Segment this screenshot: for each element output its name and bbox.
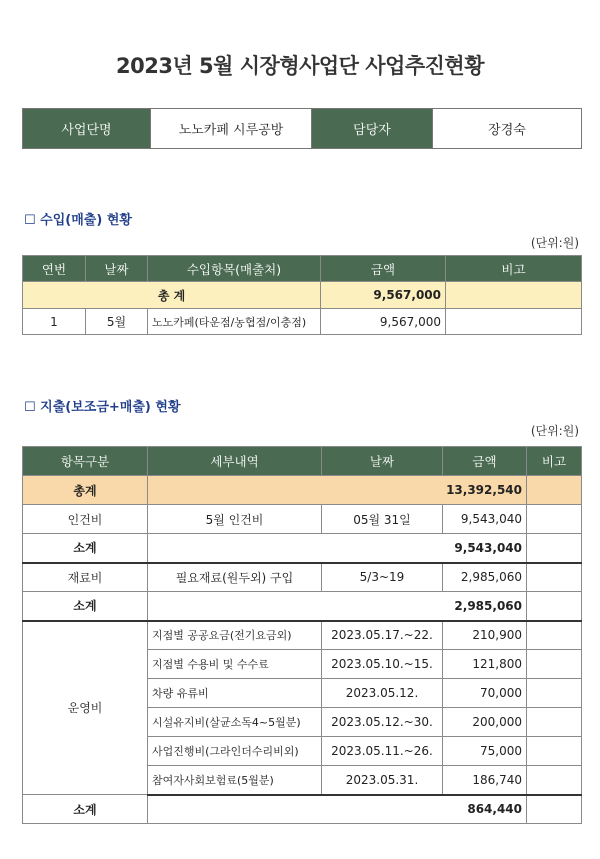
material-subtotal: 2,985,060 <box>148 592 527 621</box>
income-row-note <box>446 309 582 335</box>
labor-note <box>527 505 582 534</box>
operation-subtotal-label: 소계 <box>23 795 148 824</box>
labor-subtotal-row <box>23 534 582 563</box>
expense-col-date: 날짜 <box>322 447 443 476</box>
expense-section-title: ☐ 지출(보조금+매출) 현황 <box>24 400 181 415</box>
business-name-value: 노노카페 시루공방 <box>151 109 312 149</box>
manager-value: 장경숙 <box>433 109 582 149</box>
material-date: 5/3~19 <box>322 563 443 592</box>
material-subtotal-note <box>527 592 582 621</box>
income-total-note <box>446 282 582 309</box>
operation-note <box>527 766 582 795</box>
page-title: 2023년 5월 시장형사업단 사업추진현황 <box>116 54 484 78</box>
operation-date: 2023.05.11.~26. <box>322 737 443 766</box>
operation-note <box>527 737 582 766</box>
operation-date: 2023.05.31. <box>322 766 443 795</box>
operation-subtotal-note <box>527 795 582 824</box>
income-col-item: 수입항목(매출처) <box>148 256 321 282</box>
labor-subtotal: 9,543,040 <box>148 534 527 563</box>
operation-detail: 사업진행비(그라인더수리비외) <box>148 737 322 766</box>
expense-header-row <box>23 447 582 476</box>
expense-table <box>22 446 582 824</box>
operation-note <box>527 708 582 737</box>
labor-subtotal-label: 소계 <box>23 534 148 563</box>
income-total-label: 총 계 <box>23 282 321 309</box>
table-row <box>23 563 582 592</box>
income-col-amount: 금액 <box>321 256 446 282</box>
income-col-no: 연번 <box>23 256 86 282</box>
operation-note <box>527 650 582 679</box>
labor-amount: 9,543,040 <box>443 505 527 534</box>
labor-detail: 5월 인건비 <box>148 505 322 534</box>
operation-subtotal-row <box>23 795 582 824</box>
material-note <box>527 563 582 592</box>
operation-detail: 시설유지비(살균소독4~5월분) <box>148 708 322 737</box>
operation-date: 2023.05.10.~15. <box>322 650 443 679</box>
income-total-amount: 9,567,000 <box>321 282 446 309</box>
operation-subtotal: 864,440 <box>148 795 527 824</box>
income-row-item: 노노카페(타운점/농협점/이충점) <box>148 309 321 335</box>
expense-total-note <box>527 476 582 505</box>
operation-amount: 75,000 <box>443 737 527 766</box>
operation-amount: 186,740 <box>443 766 527 795</box>
business-name-label: 사업단명 <box>23 109 151 149</box>
expense-total-label: 총계 <box>23 476 148 505</box>
expense-col-category: 항목구분 <box>23 447 148 476</box>
table-row <box>23 505 582 534</box>
operation-amount: 121,800 <box>443 650 527 679</box>
expense-col-amount: 금액 <box>443 447 527 476</box>
operation-amount: 210,900 <box>443 621 527 650</box>
material-detail: 필요재료(원두외) 구입 <box>148 563 322 592</box>
income-table <box>22 255 582 335</box>
operation-amount: 200,000 <box>443 708 527 737</box>
material-subtotal-label: 소계 <box>23 592 148 621</box>
expense-col-detail: 세부내역 <box>148 447 322 476</box>
material-subtotal-row <box>23 592 582 621</box>
table-row <box>23 621 582 650</box>
table-row <box>23 309 582 335</box>
income-row-date: 5월 <box>86 309 148 335</box>
manager-label: 담당자 <box>312 109 433 149</box>
income-col-note: 비고 <box>446 256 582 282</box>
operation-detail: 참여자사회보험료(5월분) <box>148 766 322 795</box>
income-unit: (단위:원) <box>530 236 579 250</box>
operation-detail: 차량 유류비 <box>148 679 322 708</box>
material-category: 재료비 <box>23 563 148 592</box>
expense-col-note: 비고 <box>527 447 582 476</box>
operation-note <box>527 621 582 650</box>
operation-category: 운영비 <box>23 621 148 795</box>
operation-note <box>527 679 582 708</box>
income-row-no: 1 <box>23 309 86 335</box>
operation-date: 2023.05.12. <box>322 679 443 708</box>
expense-total-row <box>23 476 582 505</box>
income-section-title: ☐ 수입(매출) 현황 <box>24 213 132 228</box>
expense-total-amount: 13,392,540 <box>148 476 527 505</box>
material-amount: 2,985,060 <box>443 563 527 592</box>
operation-date: 2023.05.12.~30. <box>322 708 443 737</box>
expense-unit: (단위:원) <box>530 424 579 438</box>
labor-category: 인건비 <box>23 505 148 534</box>
operation-amount: 70,000 <box>443 679 527 708</box>
operation-detail: 지점별 공공요금(전기요금외) <box>148 621 322 650</box>
income-col-date: 날짜 <box>86 256 148 282</box>
labor-date: 05월 31일 <box>322 505 443 534</box>
operation-detail: 지점별 수용비 및 수수료 <box>148 650 322 679</box>
income-total-row <box>23 282 582 309</box>
business-info-table <box>22 108 582 149</box>
income-row-amount: 9,567,000 <box>321 309 446 335</box>
labor-subtotal-note <box>527 534 582 563</box>
income-header-row <box>23 256 582 282</box>
operation-date: 2023.05.17.~22. <box>322 621 443 650</box>
